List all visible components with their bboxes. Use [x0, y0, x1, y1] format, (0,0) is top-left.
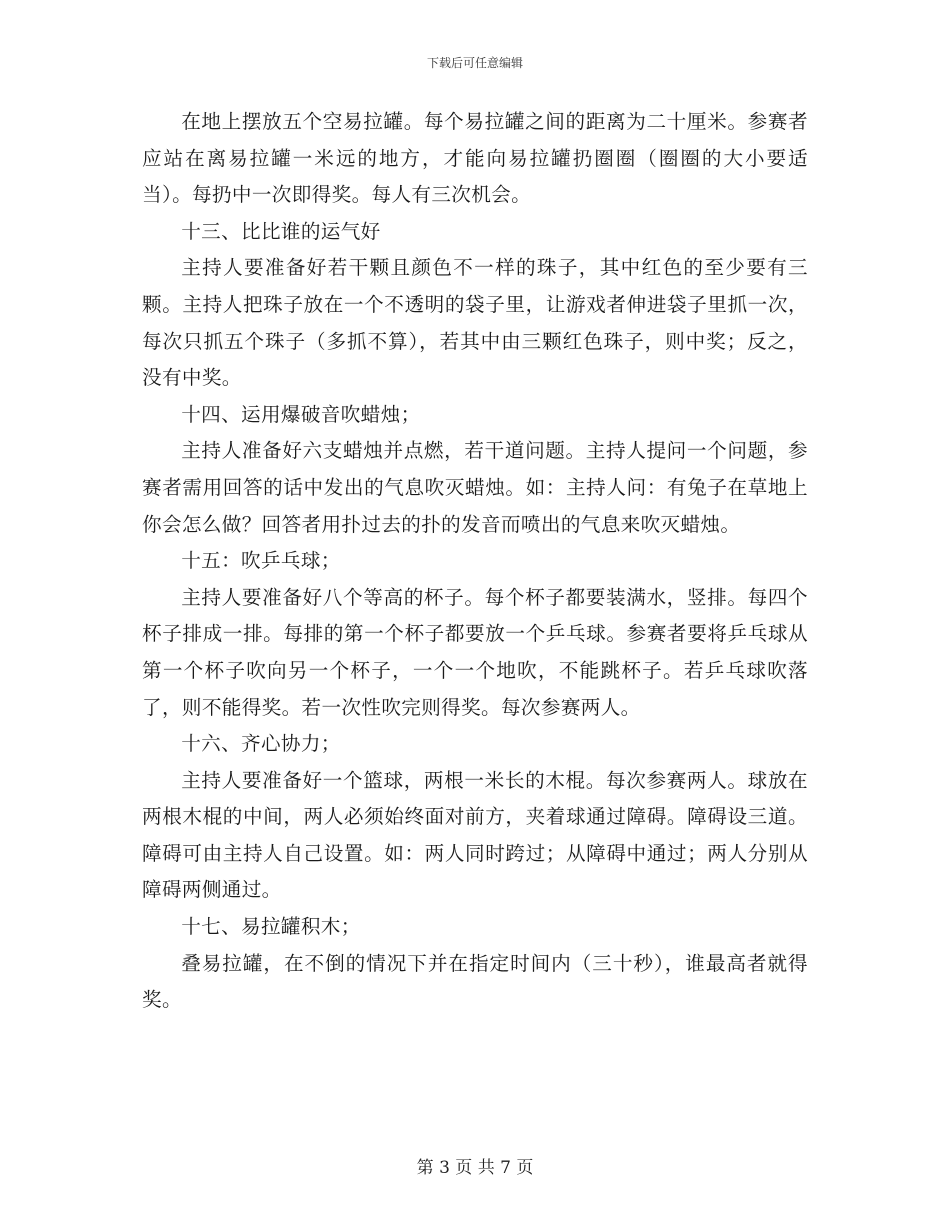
section-heading: 十四、运用爆破音吹蜡烛； [181, 402, 421, 426]
section-heading: 十六、齐心协力； [181, 732, 341, 756]
page-footer [0, 1153, 950, 1178]
section-heading: 十三、比比谁的运气好 [181, 219, 381, 243]
paragraph: 主持人要准备好一个篮球，两根一米长的木棍。每次参赛两人。球放在两根木棍的中间，两人必须始终面对前方，夹着球通过障碍。障碍设三道。障碍可由主持人自己设置。如：两人同时跨过；从障碍中通过；两人分别从障碍两侧通过。 [142, 768, 808, 902]
paragraph: 主持人要准备好若干颗且颜色不一样的珠子，其中红色的至少要有三颗。主持人把珠子放在一个不透明的袋子里，让游戏者伸进袋子里抓一次，每次只抓五个珠子（多抓不算），若其中由三颗红色珠子，则中奖；反之，没有中奖。 [142, 256, 808, 390]
footer-page-number: 3 [439, 1158, 450, 1178]
paragraph: 主持人要准备好八个等高的杯子。每个杯子都要装满水，竖排。每四个杯子排成一排。每排的第一个杯子都要放一个乒乓球。参赛者要将乒乓球从第一个杯子吹向另一个杯子，一个一个地吹，不能跳杯子。若乒乓球吹落了，则不能得奖。若一次性吹完则得奖。每次参赛两人。 [142, 585, 808, 719]
footer-prefix: 第 [416, 1158, 434, 1178]
footer-middle: 页 共 [455, 1158, 495, 1178]
section-heading: 十五：吹乒乓球； [181, 549, 341, 573]
footer-suffix: 页 [516, 1158, 534, 1178]
paragraph: 主持人准备好六支蜡烛并点燃，若干道问题。主持人提问一个问题，参赛者需用回答的话中发出的气息吹灭蜡烛。如：主持人问：有兔子在草地上你会怎么做？回答者用扑过去的扑的发音而喷出的气息来吹灭蜡烛。 [142, 439, 808, 536]
paragraph: 在地上摆放五个空易拉罐。每个易拉罐之间的距离为二十厘米。参赛者应站在离易拉罐一米远的地方，才能向易拉罐扔圈圈（圈圈的大小要适当）。每扔中一次即得奖。每人有三次机会。 [142, 110, 808, 207]
paragraph: 叠易拉罐，在不倒的情况下并在指定时间内（三十秒），谁最高者就得奖。 [142, 951, 808, 1012]
footer-total-pages: 7 [500, 1158, 511, 1178]
page-header: 下载后可任意编辑 [426, 56, 523, 70]
document-body [142, 104, 808, 1019]
section-heading: 十七、易拉罐积木； [181, 915, 361, 939]
